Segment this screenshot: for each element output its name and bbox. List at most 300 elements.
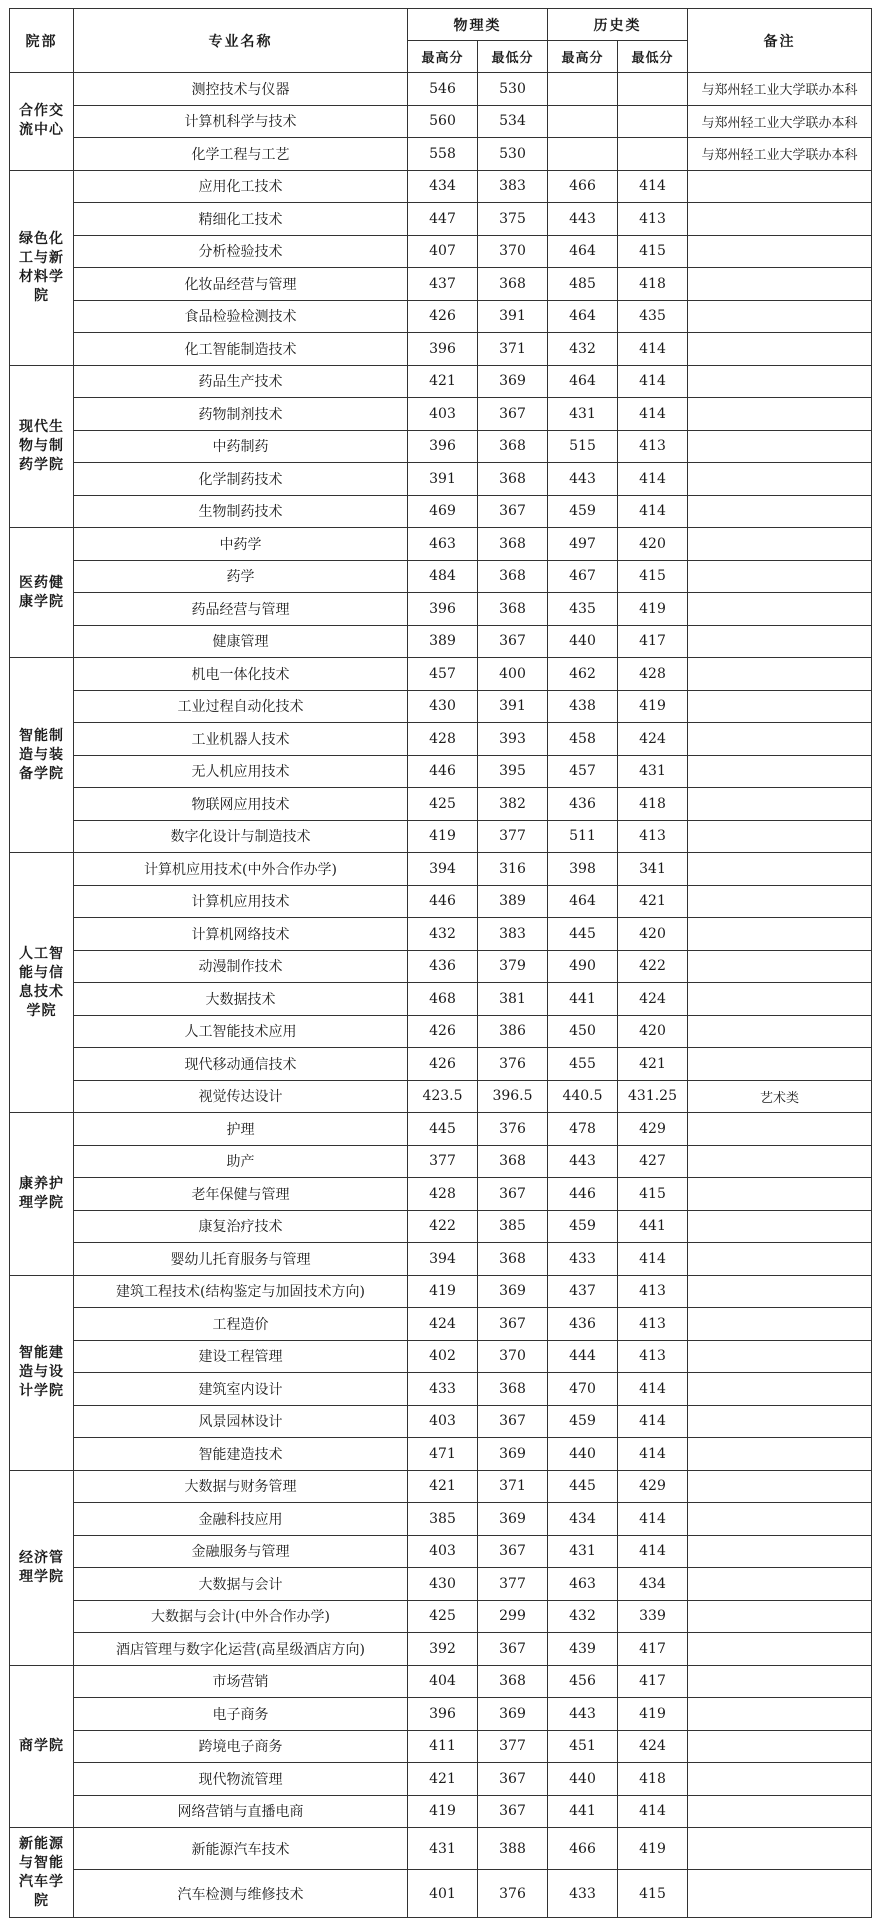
note-cell: [688, 528, 872, 561]
physics-min-cell: 368: [478, 560, 548, 593]
table-row: [10, 820, 872, 853]
history-min-cell: 417: [618, 1633, 688, 1666]
major-cell: 中药学: [74, 528, 408, 561]
physics-min-cell: 368: [478, 463, 548, 496]
note-cell: [688, 918, 872, 951]
major-cell: 金融科技应用: [74, 1503, 408, 1536]
history-min-cell: 413: [618, 1275, 688, 1308]
physics-min-cell: 534: [478, 105, 548, 138]
note-cell: [688, 690, 872, 723]
dept-cell: 新能源与智能汽车学院: [10, 1828, 74, 1918]
history-max-cell: 455: [548, 1048, 618, 1081]
physics-min-cell: 368: [478, 1145, 548, 1178]
physics-max-cell: 431: [408, 1828, 478, 1870]
history-min-cell: 418: [618, 268, 688, 301]
table-row: [10, 885, 872, 918]
physics-min-cell: 391: [478, 300, 548, 333]
physics-max-cell: 445: [408, 1113, 478, 1146]
header-physics-min: 最低分: [478, 41, 548, 73]
major-cell: 大数据与会计(中外合作办学): [74, 1600, 408, 1633]
physics-max-cell: 389: [408, 625, 478, 658]
note-cell: 与郑州轻工业大学联办本科: [688, 138, 872, 171]
physics-max-cell: 392: [408, 1633, 478, 1666]
table-row: [10, 658, 872, 691]
physics-min-cell: 367: [478, 495, 548, 528]
major-cell: 智能建造技术: [74, 1438, 408, 1471]
history-max-cell: 450: [548, 1015, 618, 1048]
physics-max-cell: 447: [408, 203, 478, 236]
history-min-cell: 414: [618, 495, 688, 528]
physics-min-cell: 368: [478, 1665, 548, 1698]
dept-cell: 合作交流中心: [10, 73, 74, 171]
table-row: [10, 1568, 872, 1601]
physics-max-cell: 426: [408, 1048, 478, 1081]
dept-cell: 智能制造与装备学院: [10, 658, 74, 853]
major-cell: 汽车检测与维修技术: [74, 1870, 408, 1918]
table-row: [10, 1665, 872, 1698]
physics-min-cell: 396.5: [478, 1080, 548, 1113]
history-max-cell: 497: [548, 528, 618, 561]
physics-min-cell: 369: [478, 1275, 548, 1308]
history-max-cell: 432: [548, 333, 618, 366]
history-max-cell: 466: [548, 170, 618, 203]
history-min-cell: 424: [618, 983, 688, 1016]
note-cell: [688, 398, 872, 431]
dept-cell: 经济管理学院: [10, 1470, 74, 1665]
dept-cell: 商学院: [10, 1665, 74, 1828]
note-cell: [688, 1503, 872, 1536]
physics-min-cell: 368: [478, 430, 548, 463]
major-cell: 计算机应用技术(中外合作办学): [74, 853, 408, 886]
note-cell: [688, 885, 872, 918]
physics-min-cell: 391: [478, 690, 548, 723]
note-cell: [688, 235, 872, 268]
note-cell: [688, 1535, 872, 1568]
note-cell: [688, 1828, 872, 1870]
note-cell: [688, 1795, 872, 1828]
major-cell: 工业机器人技术: [74, 723, 408, 756]
history-max-cell: 458: [548, 723, 618, 756]
note-cell: [688, 1308, 872, 1341]
major-cell: 网络营销与直播电商: [74, 1795, 408, 1828]
physics-max-cell: 394: [408, 1243, 478, 1276]
table-row: [10, 593, 872, 626]
history-max-cell: 440.5: [548, 1080, 618, 1113]
table-row: [10, 1600, 872, 1633]
major-cell: 新能源汽车技术: [74, 1828, 408, 1870]
history-max-cell: 432: [548, 1600, 618, 1633]
table-row: [10, 528, 872, 561]
table-row: [10, 1438, 872, 1471]
physics-max-cell: 469: [408, 495, 478, 528]
physics-min-cell: 369: [478, 1438, 548, 1471]
history-max-cell: 435: [548, 593, 618, 626]
major-cell: 应用化工技术: [74, 170, 408, 203]
dept-cell: 智能建造与设计学院: [10, 1275, 74, 1470]
table-row: [10, 950, 872, 983]
note-cell: [688, 658, 872, 691]
note-cell: [688, 1665, 872, 1698]
history-min-cell: 414: [618, 1373, 688, 1406]
note-cell: [688, 1113, 872, 1146]
note-cell: 艺术类: [688, 1080, 872, 1113]
note-cell: [688, 788, 872, 821]
note-cell: [688, 1210, 872, 1243]
history-min-cell: [618, 73, 688, 106]
major-cell: 酒店管理与数字化运营(高星级酒店方向): [74, 1633, 408, 1666]
history-min-cell: 414: [618, 463, 688, 496]
physics-max-cell: 430: [408, 1568, 478, 1601]
physics-max-cell: 403: [408, 398, 478, 431]
history-min-cell: 434: [618, 1568, 688, 1601]
major-cell: 建设工程管理: [74, 1340, 408, 1373]
history-max-cell: 431: [548, 1535, 618, 1568]
table-row: [10, 1870, 872, 1918]
major-cell: 婴幼儿托育服务与管理: [74, 1243, 408, 1276]
history-min-cell: 413: [618, 1340, 688, 1373]
history-max-cell: 398: [548, 853, 618, 886]
table-row: [10, 755, 872, 788]
history-max-cell: 459: [548, 1405, 618, 1438]
note-cell: [688, 1730, 872, 1763]
physics-min-cell: 379: [478, 950, 548, 983]
physics-max-cell: 446: [408, 755, 478, 788]
physics-min-cell: 367: [478, 625, 548, 658]
note-cell: [688, 1470, 872, 1503]
history-max-cell: 459: [548, 495, 618, 528]
note-cell: 与郑州轻工业大学联办本科: [688, 73, 872, 106]
physics-min-cell: 367: [478, 1795, 548, 1828]
physics-max-cell: 434: [408, 170, 478, 203]
history-max-cell: 440: [548, 625, 618, 658]
table-row: [10, 1080, 872, 1113]
major-cell: 机电一体化技术: [74, 658, 408, 691]
physics-max-cell: 430: [408, 690, 478, 723]
history-max-cell: 511: [548, 820, 618, 853]
history-max-cell: 441: [548, 983, 618, 1016]
history-max-cell: 441: [548, 1795, 618, 1828]
history-min-cell: 413: [618, 820, 688, 853]
major-cell: 康复治疗技术: [74, 1210, 408, 1243]
physics-max-cell: 421: [408, 365, 478, 398]
note-cell: [688, 1405, 872, 1438]
note-cell: [688, 1145, 872, 1178]
dept-cell: 绿色化工与新材料学院: [10, 170, 74, 365]
physics-max-cell: 396: [408, 430, 478, 463]
physics-max-cell: 432: [408, 918, 478, 951]
table-row: [10, 1340, 872, 1373]
history-min-cell: 441: [618, 1210, 688, 1243]
note-cell: [688, 170, 872, 203]
note-cell: [688, 560, 872, 593]
physics-min-cell: 368: [478, 268, 548, 301]
note-cell: [688, 1243, 872, 1276]
history-min-cell: 415: [618, 560, 688, 593]
physics-min-cell: 367: [478, 1535, 548, 1568]
physics-min-cell: 382: [478, 788, 548, 821]
major-cell: 大数据与会计: [74, 1568, 408, 1601]
header-major: 专业名称: [74, 9, 408, 73]
history-max-cell: 446: [548, 1178, 618, 1211]
history-max-cell: 433: [548, 1870, 618, 1918]
major-cell: 数字化设计与制造技术: [74, 820, 408, 853]
history-min-cell: 339: [618, 1600, 688, 1633]
table-row: [10, 170, 872, 203]
note-cell: [688, 1568, 872, 1601]
major-cell: 化工智能制造技术: [74, 333, 408, 366]
history-max-cell: [548, 138, 618, 171]
history-max-cell: 443: [548, 463, 618, 496]
physics-min-cell: 368: [478, 593, 548, 626]
physics-min-cell: 393: [478, 723, 548, 756]
history-max-cell: 457: [548, 755, 618, 788]
physics-max-cell: 457: [408, 658, 478, 691]
table-row: [10, 625, 872, 658]
history-min-cell: 419: [618, 1828, 688, 1870]
physics-min-cell: 376: [478, 1048, 548, 1081]
history-max-cell: 436: [548, 1308, 618, 1341]
history-min-cell: 415: [618, 235, 688, 268]
physics-max-cell: 404: [408, 1665, 478, 1698]
note-cell: [688, 1698, 872, 1731]
history-min-cell: [618, 105, 688, 138]
table-row: [10, 1698, 872, 1731]
history-max-cell: 515: [548, 430, 618, 463]
note-cell: [688, 300, 872, 333]
major-cell: 计算机网络技术: [74, 918, 408, 951]
physics-max-cell: 426: [408, 1015, 478, 1048]
note-cell: [688, 1438, 872, 1471]
history-max-cell: 440: [548, 1438, 618, 1471]
note-cell: [688, 463, 872, 496]
physics-max-cell: 385: [408, 1503, 478, 1536]
history-max-cell: 445: [548, 1470, 618, 1503]
physics-min-cell: 388: [478, 1828, 548, 1870]
physics-max-cell: 468: [408, 983, 478, 1016]
physics-max-cell: 423.5: [408, 1080, 478, 1113]
history-max-cell: 445: [548, 918, 618, 951]
major-cell: 生物制药技术: [74, 495, 408, 528]
physics-min-cell: 367: [478, 1763, 548, 1796]
table-row: [10, 1113, 872, 1146]
history-min-cell: [618, 138, 688, 171]
history-min-cell: 427: [618, 1145, 688, 1178]
major-cell: 电子商务: [74, 1698, 408, 1731]
physics-max-cell: 428: [408, 1178, 478, 1211]
history-min-cell: 414: [618, 365, 688, 398]
table-row: [10, 1405, 872, 1438]
note-cell: [688, 1373, 872, 1406]
table-row: [10, 1210, 872, 1243]
history-min-cell: 414: [618, 1503, 688, 1536]
history-min-cell: 415: [618, 1870, 688, 1918]
table-row: [10, 1275, 872, 1308]
table-row: [10, 983, 872, 1016]
history-min-cell: 431.25: [618, 1080, 688, 1113]
physics-min-cell: 371: [478, 1470, 548, 1503]
physics-max-cell: 419: [408, 820, 478, 853]
note-cell: [688, 950, 872, 983]
major-cell: 分析检验技术: [74, 235, 408, 268]
history-max-cell: 459: [548, 1210, 618, 1243]
table-row: [10, 853, 872, 886]
table-row: [10, 235, 872, 268]
history-min-cell: 420: [618, 528, 688, 561]
history-max-cell: 433: [548, 1243, 618, 1276]
major-cell: 跨境电子商务: [74, 1730, 408, 1763]
history-min-cell: 341: [618, 853, 688, 886]
history-min-cell: 414: [618, 1405, 688, 1438]
physics-min-cell: 381: [478, 983, 548, 1016]
history-max-cell: [548, 105, 618, 138]
table-row: [10, 918, 872, 951]
history-min-cell: 414: [618, 1243, 688, 1276]
note-cell: [688, 268, 872, 301]
major-cell: 精细化工技术: [74, 203, 408, 236]
physics-max-cell: 436: [408, 950, 478, 983]
major-cell: 化学工程与工艺: [74, 138, 408, 171]
table-row: [10, 1373, 872, 1406]
physics-max-cell: 428: [408, 723, 478, 756]
table-row: [10, 723, 872, 756]
history-min-cell: 414: [618, 1795, 688, 1828]
physics-min-cell: 389: [478, 885, 548, 918]
header-history: 历史类: [548, 9, 688, 41]
table-row: [10, 1308, 872, 1341]
note-cell: [688, 1178, 872, 1211]
table-row: [10, 788, 872, 821]
table-row: [10, 463, 872, 496]
physics-min-cell: 386: [478, 1015, 548, 1048]
major-cell: 风景园林设计: [74, 1405, 408, 1438]
note-cell: [688, 495, 872, 528]
history-max-cell: 439: [548, 1633, 618, 1666]
table-row: [10, 1503, 872, 1536]
table-row: [10, 268, 872, 301]
history-max-cell: 462: [548, 658, 618, 691]
dept-cell: 现代生物与制药学院: [10, 365, 74, 528]
history-min-cell: 422: [618, 950, 688, 983]
physics-min-cell: 367: [478, 1633, 548, 1666]
major-cell: 建筑室内设计: [74, 1373, 408, 1406]
history-min-cell: 414: [618, 1535, 688, 1568]
history-min-cell: 424: [618, 723, 688, 756]
physics-min-cell: 299: [478, 1600, 548, 1633]
physics-min-cell: 376: [478, 1870, 548, 1918]
note-cell: [688, 853, 872, 886]
score-table-sheet: [9, 8, 871, 1918]
major-cell: 助产: [74, 1145, 408, 1178]
note-cell: [688, 1600, 872, 1633]
physics-min-cell: 383: [478, 170, 548, 203]
physics-max-cell: 377: [408, 1145, 478, 1178]
physics-max-cell: 433: [408, 1373, 478, 1406]
note-cell: [688, 755, 872, 788]
major-cell: 护理: [74, 1113, 408, 1146]
physics-min-cell: 377: [478, 1568, 548, 1601]
note-cell: [688, 983, 872, 1016]
physics-min-cell: 367: [478, 1405, 548, 1438]
history-min-cell: 417: [618, 625, 688, 658]
history-min-cell: 420: [618, 1015, 688, 1048]
history-min-cell: 418: [618, 1763, 688, 1796]
physics-min-cell: 375: [478, 203, 548, 236]
history-min-cell: 421: [618, 885, 688, 918]
note-cell: [688, 723, 872, 756]
major-cell: 物联网应用技术: [74, 788, 408, 821]
major-cell: 市场营销: [74, 1665, 408, 1698]
physics-min-cell: 368: [478, 1373, 548, 1406]
note-cell: [688, 203, 872, 236]
major-cell: 人工智能技术应用: [74, 1015, 408, 1048]
note-cell: [688, 1870, 872, 1918]
table-row: [10, 1178, 872, 1211]
physics-max-cell: 426: [408, 300, 478, 333]
history-min-cell: 413: [618, 1308, 688, 1341]
table-row: [10, 690, 872, 723]
major-cell: 药物制剂技术: [74, 398, 408, 431]
table-row: [10, 1730, 872, 1763]
table-row: [10, 203, 872, 236]
table-row: [10, 1535, 872, 1568]
table-row: [10, 1633, 872, 1666]
table-row: [10, 560, 872, 593]
major-cell: 化学制药技术: [74, 463, 408, 496]
table-row: [10, 105, 872, 138]
note-cell: [688, 820, 872, 853]
physics-max-cell: 407: [408, 235, 478, 268]
note-cell: [688, 1340, 872, 1373]
physics-min-cell: 377: [478, 820, 548, 853]
physics-min-cell: 383: [478, 918, 548, 951]
physics-max-cell: 484: [408, 560, 478, 593]
major-cell: 现代物流管理: [74, 1763, 408, 1796]
history-min-cell: 414: [618, 398, 688, 431]
physics-max-cell: 419: [408, 1275, 478, 1308]
major-cell: 药学: [74, 560, 408, 593]
table-row: [10, 1470, 872, 1503]
history-max-cell: 464: [548, 365, 618, 398]
table-row: [10, 1763, 872, 1796]
note-cell: [688, 1275, 872, 1308]
table-row: [10, 1243, 872, 1276]
physics-min-cell: 367: [478, 1308, 548, 1341]
history-min-cell: 419: [618, 690, 688, 723]
major-cell: 金融服务与管理: [74, 1535, 408, 1568]
history-max-cell: 431: [548, 398, 618, 431]
major-cell: 中药制药: [74, 430, 408, 463]
dept-cell: 人工智能与信息技术学院: [10, 853, 74, 1113]
history-min-cell: 419: [618, 593, 688, 626]
physics-max-cell: 546: [408, 73, 478, 106]
history-min-cell: 414: [618, 170, 688, 203]
admission-score-table: [9, 8, 872, 1918]
physics-max-cell: 425: [408, 788, 478, 821]
physics-min-cell: 370: [478, 235, 548, 268]
table-body: [10, 9, 872, 1918]
note-cell: [688, 1048, 872, 1081]
physics-max-cell: 403: [408, 1405, 478, 1438]
physics-max-cell: 558: [408, 138, 478, 171]
header-history-max: 最高分: [548, 41, 618, 73]
major-cell: 食品检验检测技术: [74, 300, 408, 333]
physics-max-cell: 425: [408, 1600, 478, 1633]
history-min-cell: 421: [618, 1048, 688, 1081]
physics-max-cell: 396: [408, 593, 478, 626]
table-row: [10, 495, 872, 528]
physics-max-cell: 446: [408, 885, 478, 918]
history-max-cell: 451: [548, 1730, 618, 1763]
